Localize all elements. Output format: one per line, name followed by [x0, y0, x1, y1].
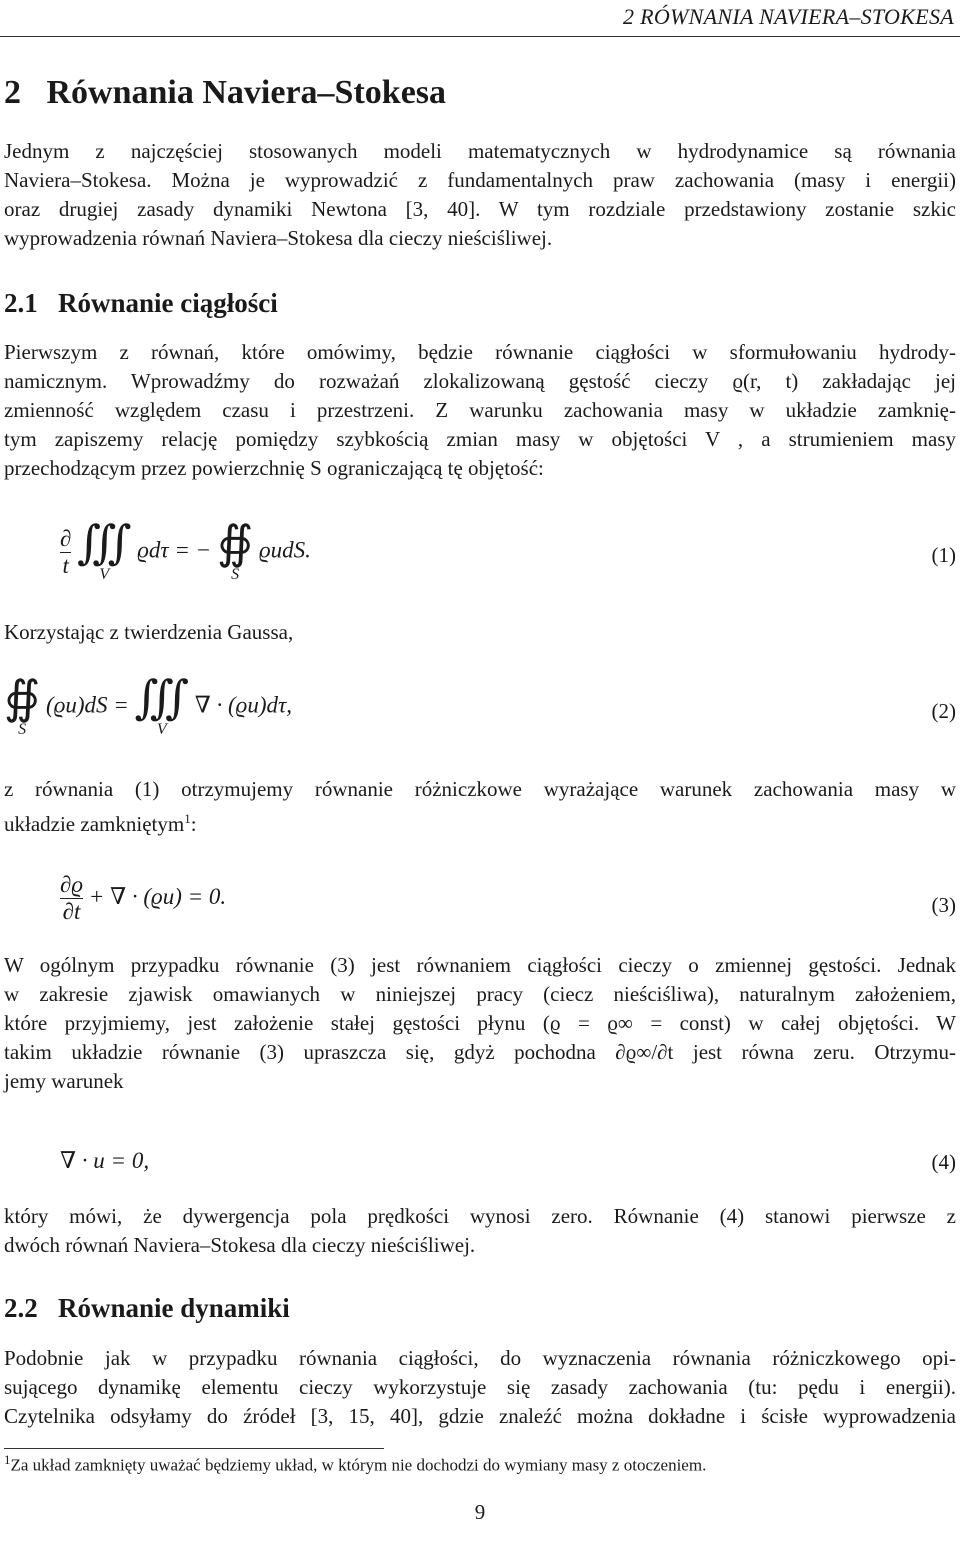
integrand: ϱdτ = −	[137, 537, 212, 563]
text-line: przechodzącym przez powierzchnię S ograniczającą tę objętość:	[4, 456, 544, 480]
text-line: dwóch równań Naviera–Stokesa dla cieczy nieściśliwej.	[4, 1233, 476, 1257]
text-line: tym zapiszemy relację pomiędzy szybkością zmian masy w objętości V , a strumieniem masy	[4, 427, 956, 451]
volume-label: V	[99, 566, 110, 583]
subsection-title	[4, 288, 278, 319]
subsection-title-text: Równanie dynamiki	[58, 1293, 290, 1323]
footnote-mark: 1	[4, 1452, 11, 1467]
text-line: w zakresie zjawisk omawianych w niniejszej pracy (ciecz nieściśliwa), naturalnym założeniem,	[4, 982, 956, 1006]
text-line: Podobnie jak w przypadku równania ciągłości, do wyznaczenia równania różniczkowego opi-	[4, 1346, 956, 1370]
numerator: ∂	[60, 525, 72, 551]
footnote-rule	[4, 1448, 384, 1449]
equation-1	[60, 517, 311, 584]
subsection-title	[4, 1293, 290, 1324]
intro-paragraph	[4, 137, 956, 253]
section-number: 2	[4, 74, 21, 111]
subsection-number: 2.1	[4, 288, 38, 318]
footnote-mark: 1	[184, 811, 191, 826]
footnote	[4, 1452, 706, 1476]
header-rule	[0, 36, 960, 37]
rhs: ϱudS.	[259, 537, 311, 563]
text-line: sującego dynamikę elementu cieczy wykorzystuje się zasady zachowania (tu: pędu i energii).	[4, 1375, 956, 1399]
text-line: z równania (1) otrzymujemy równanie różniczkowe wyrażające warunek zachowania masy w	[4, 777, 956, 801]
partial-fraction	[60, 872, 83, 925]
denominator: t	[60, 552, 71, 579]
dynamics-paragraph	[4, 1344, 956, 1431]
text-line: Jednym z najczęściej stosowanych modeli matematycznych w hydrodynamice są równania	[4, 139, 956, 163]
text-line: które przyjmiemy, jest założenie stałej gęstości płynu (ϱ = ϱ∞ = const) w całej objętości. W	[4, 1011, 956, 1035]
running-head: 2 RÓWNANIA NAVIERA–STOKESA	[623, 4, 954, 29]
partial-fraction	[60, 526, 71, 579]
density-paragraph	[4, 951, 956, 1096]
text-line: takim układzie równanie (3) upraszcza się, gdyż pochodna ∂ϱ∞/∂t jest równa zeru. Otrzymu-	[4, 1040, 956, 1064]
text-span: układzie zamkniętym	[4, 812, 185, 836]
numerator: ∂ϱ	[60, 872, 84, 897]
text-line: jemy warunek	[4, 1069, 124, 1093]
rest: + ∇ · (ϱu) = 0.	[88, 883, 227, 909]
equation-number: (2)	[931, 699, 956, 723]
continuity-paragraph	[4, 338, 956, 483]
surface-label: S	[231, 566, 240, 583]
volume-label: V	[156, 721, 167, 738]
page-number: 9	[474, 1500, 486, 1524]
text-line: zmienność względem czasu i przestrzeni. Z warunku zachowania masy w układzie zamknię-	[4, 398, 956, 422]
footnote-text: Za układ zamknięty uważać będziemy układ, w którym nie dochodzi do wymiany masy z otoczeniem.	[10, 1455, 707, 1475]
text-span: :	[190, 812, 197, 836]
denominator: ∂t	[60, 898, 83, 925]
section-title-text: Równania Naviera–Stokesa	[46, 74, 447, 111]
lhs: (ϱu)dS =	[46, 692, 129, 718]
rhs: ∇ · (ϱu)dτ,	[194, 692, 292, 718]
text-line: wyprowadzenia równań Naviera–Stokesa dla cieczy nieściśliwej.	[4, 226, 553, 250]
text-line: namicznym. Wprowadźmy do rozważań zlokalizowaną gęstość cieczy ϱ(r, t) zakładając jej	[4, 369, 956, 393]
gauss-line	[4, 618, 956, 647]
equation-3	[60, 872, 226, 925]
equation-number: (4)	[931, 1150, 956, 1174]
equation-4	[60, 1148, 149, 1174]
text-line: oraz drugiej zasady dynamiki Newtona [3, 40]. W tym rozdziale przedstawiony zostanie szkic	[4, 197, 956, 221]
surface-integral: ∯	[216, 517, 254, 568]
text-line	[4, 804, 956, 839]
equation-2	[4, 672, 292, 739]
divergence-paragraph	[4, 1202, 956, 1260]
mass-paragraph	[4, 775, 956, 839]
text-line: który mówi, że dywergencja pola prędkości wynosi zero. Równanie (4) stanowi pierwsze z	[4, 1204, 956, 1228]
equation-number: (3)	[931, 893, 956, 917]
text-line: Naviera–Stokesa. Można je wyprowadzić z fundamentalnych praw zachowania (masy i energii)	[4, 168, 956, 192]
divergence-expr: ∇ · u = 0,	[60, 1148, 150, 1173]
text-line: Pierwszym z równań, które omówimy, będzie równanie ciągłości w sformułowaniu hydrody-	[4, 340, 956, 364]
triple-integral: ∭	[134, 672, 189, 723]
subsection-number: 2.2	[4, 1293, 38, 1323]
text-line: Czytelnika odsyłamy do źródeł [3, 15, 40], gdzie znaleźć można dokładne i ścisłe wyprowadzenia	[4, 1404, 956, 1428]
subsection-title-text: Równanie ciągłości	[58, 288, 278, 318]
equation-number: (1)	[931, 543, 956, 567]
text-line: Korzystając z twierdzenia Gaussa,	[4, 620, 294, 644]
text-line: W ogólnym przypadku równanie (3) jest równaniem ciągłości cieczy o zmiennej gęstości. Jednak	[4, 953, 956, 977]
section-title	[4, 74, 446, 112]
surface-integral: ∯	[4, 672, 41, 723]
surface-label: S	[18, 721, 27, 738]
triple-integral: ∭	[77, 517, 132, 568]
